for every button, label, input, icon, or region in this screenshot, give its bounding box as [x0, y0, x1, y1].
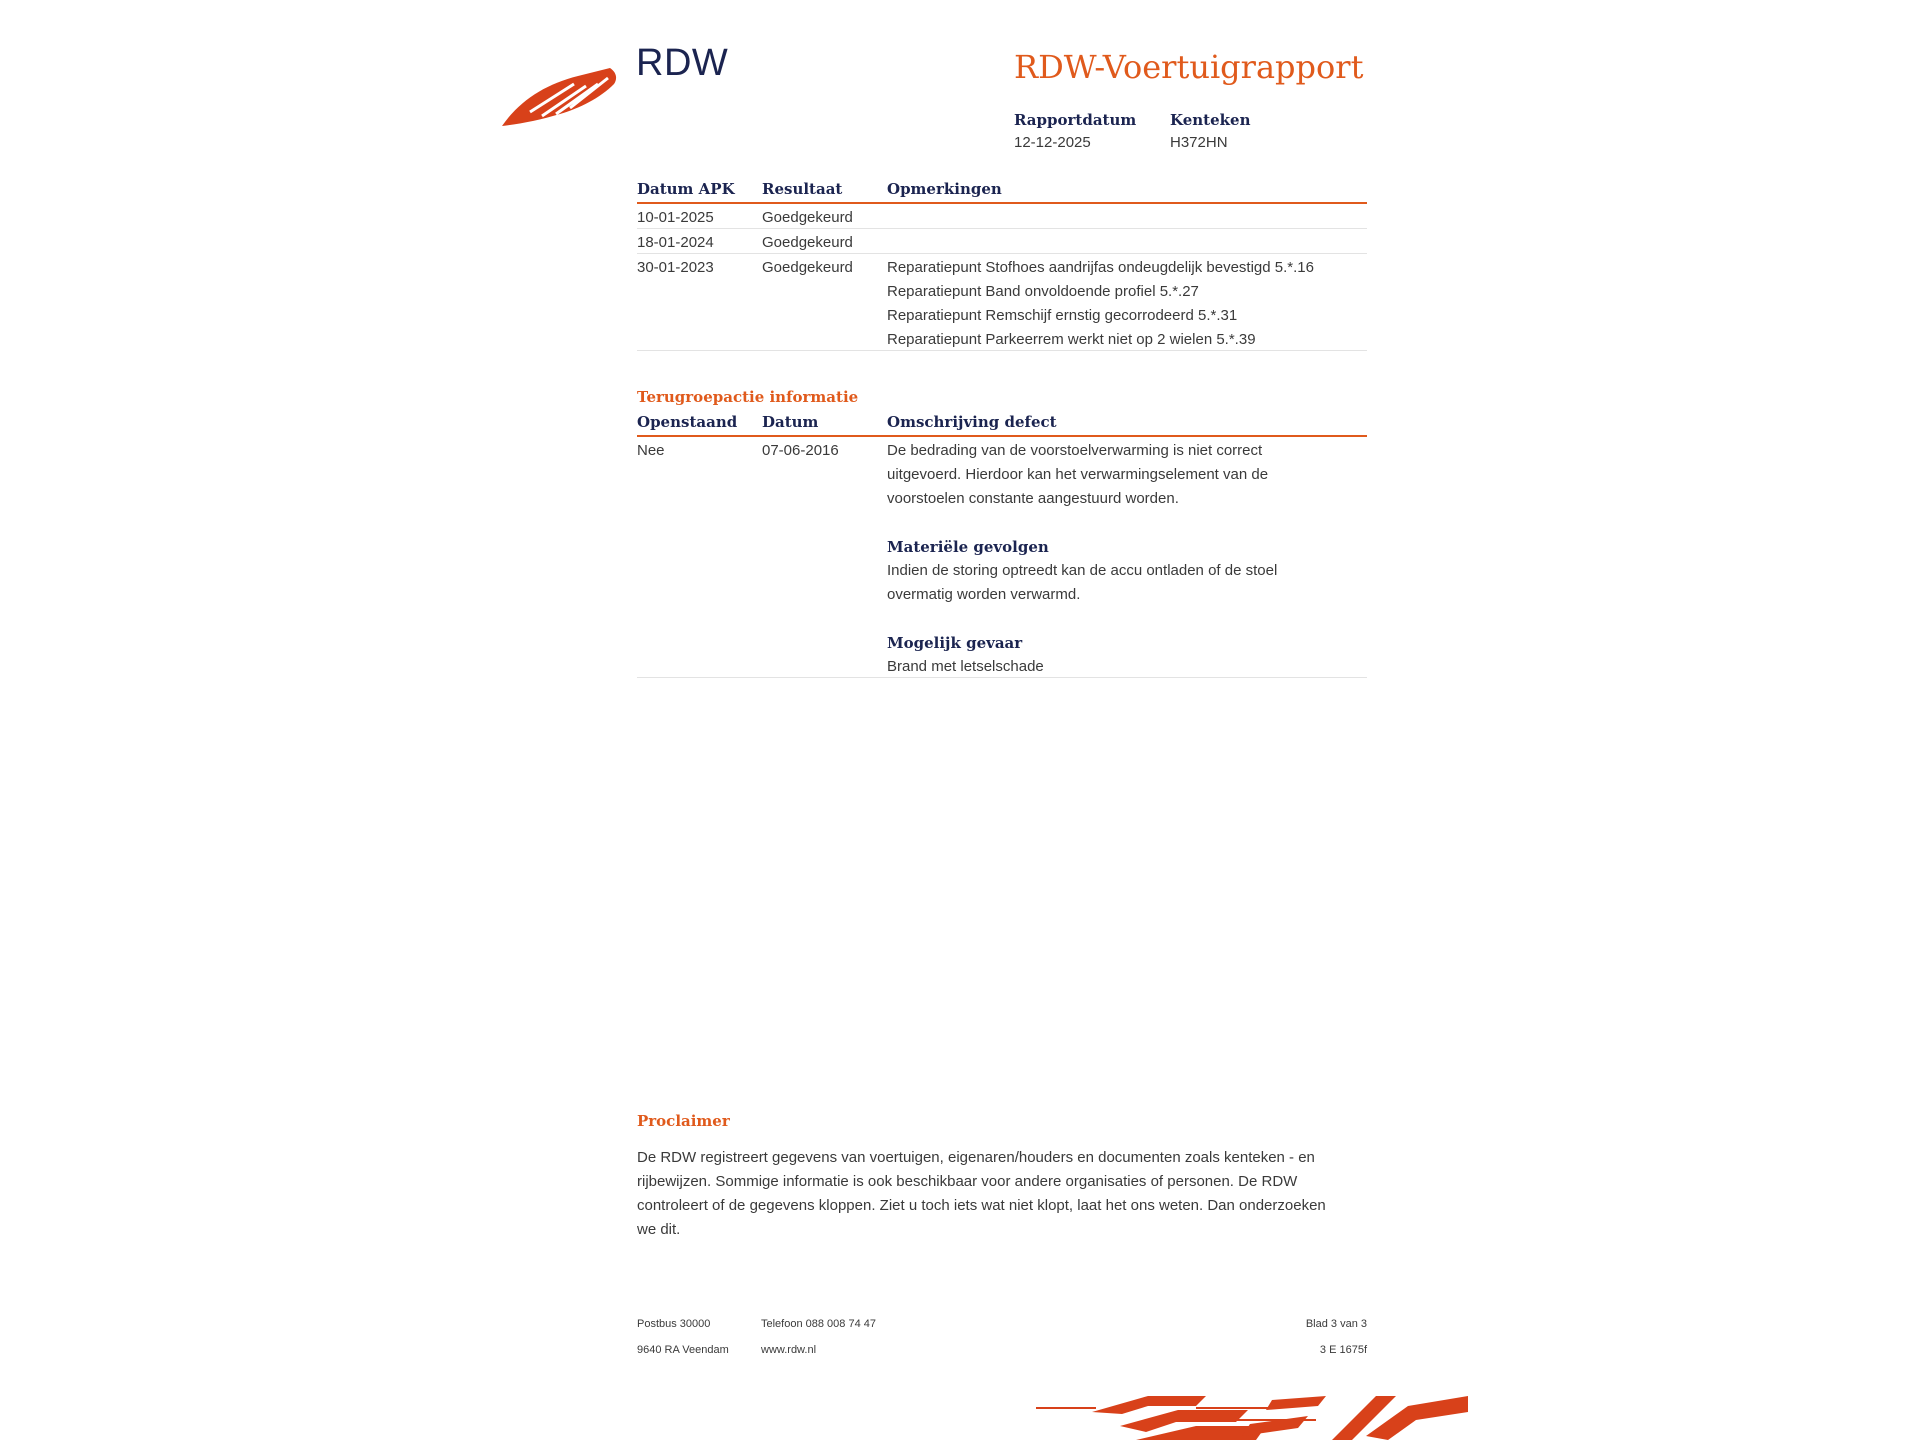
rapportdatum-value: 12-12-2025: [1014, 134, 1091, 151]
table-row: [637, 204, 1367, 229]
omschrijving-line: voorstoelen constante aangestuurd worden.: [887, 490, 1179, 507]
opmerking-line: Reparatiepunt Remschijf ernstig gecorrodeerd 5.*.31: [887, 307, 1238, 324]
header-datum: Datum: [762, 413, 819, 431]
rapportdatum-label: Rapportdatum: [1014, 111, 1137, 129]
proclaimer-text: [637, 1146, 1367, 1242]
apk-datum: 10-01-2025: [637, 209, 714, 226]
recall-openstaand: Nee: [637, 442, 665, 459]
proclaimer-line: rijbewijzen. Sommige informatie is ook beschikbaar voor andere organisaties of personen. De RDW: [637, 1173, 1298, 1190]
table-row: [637, 229, 1367, 254]
opmerking-line: Reparatiepunt Stofhoes aandrijfas ondeugdelijk bevestigd 5.*.16: [887, 259, 1314, 276]
table-header: [637, 411, 1367, 437]
table-row: [637, 437, 1367, 678]
proclaimer-heading: Proclaimer: [637, 1112, 730, 1130]
footer-phone: Telefoon 088 008 74 47: [761, 1318, 876, 1330]
apk-datum: 18-01-2024: [637, 234, 714, 251]
logo-text: RDW: [636, 42, 729, 84]
gevaar-text: Brand met letselschade: [887, 658, 1044, 675]
footer-postbus: Postbus 30000: [637, 1318, 711, 1330]
kenteken-label: Kenteken: [1170, 111, 1251, 129]
recall-datum: 07-06-2016: [762, 442, 839, 459]
header-omschrijving: Omschrijving defect: [887, 413, 1057, 431]
header-datum-apk: Datum APK: [637, 180, 735, 198]
omschrijving-line: uitgevoerd. Hierdoor kan het verwarmingselement van de: [887, 466, 1269, 483]
apk-datum: 30-01-2023: [637, 259, 714, 276]
rdw-logo-icon: [500, 64, 620, 130]
apk-resultaat: Goedgekeurd: [762, 209, 853, 226]
omschrijving-line: De bedrading van de voorstoelverwarming is niet correct: [887, 442, 1263, 459]
report-title: RDW-Voertuigrapport: [1014, 48, 1364, 86]
gevolgen-line: overmatig worden verwarmd.: [887, 586, 1081, 603]
kenteken-value: H372HN: [1170, 134, 1228, 151]
opmerking-line: Reparatiepunt Parkeerrem werkt niet op 2 wielen 5.*.39: [887, 331, 1256, 348]
opmerking-line: Reparatiepunt Band onvoldoende profiel 5.*.27: [887, 283, 1199, 300]
recall-omschrijving: [887, 439, 1367, 679]
gevolgen-line: Indien de storing optreedt kan de accu ontladen of de stoel: [887, 562, 1278, 579]
header-openstaand: Openstaand: [637, 413, 738, 431]
recall-heading: Terugroepactie informatie: [637, 388, 859, 406]
apk-table: [637, 178, 1367, 351]
decorative-stripes-icon: [1036, 1396, 1468, 1440]
header-resultaat: Resultaat: [762, 180, 843, 198]
table-row: [637, 254, 1367, 351]
apk-resultaat: Goedgekeurd: [762, 234, 853, 251]
proclaimer-line: De RDW registreert gegevens van voertuigen, eigenaren/houders en documenten zoals kenteken - en: [637, 1149, 1315, 1166]
gevolgen-heading: Materiële gevolgen: [887, 538, 1049, 556]
footer-page-number: Blad 3 van 3: [1305, 1318, 1367, 1330]
proclaimer-line: controleert of de gegevens kloppen. Ziet u toch iets wat niet klopt, laat het ons weten. Dan onderzoeken: [637, 1197, 1326, 1214]
table-header: [637, 178, 1367, 204]
footer-address: 9640 RA Veendam: [637, 1344, 729, 1356]
footer-website: www.rdw.nl: [761, 1344, 817, 1356]
gevaar-heading: Mogelijk gevaar: [887, 634, 1023, 652]
header-opmerkingen: Opmerkingen: [887, 180, 1002, 198]
proclaimer-line: we dit.: [637, 1221, 681, 1238]
apk-opmerkingen: [887, 256, 1367, 352]
recall-table: [637, 411, 1367, 678]
apk-resultaat: Goedgekeurd: [762, 259, 853, 276]
footer-document-code: 3 E 1675f: [1319, 1344, 1367, 1356]
